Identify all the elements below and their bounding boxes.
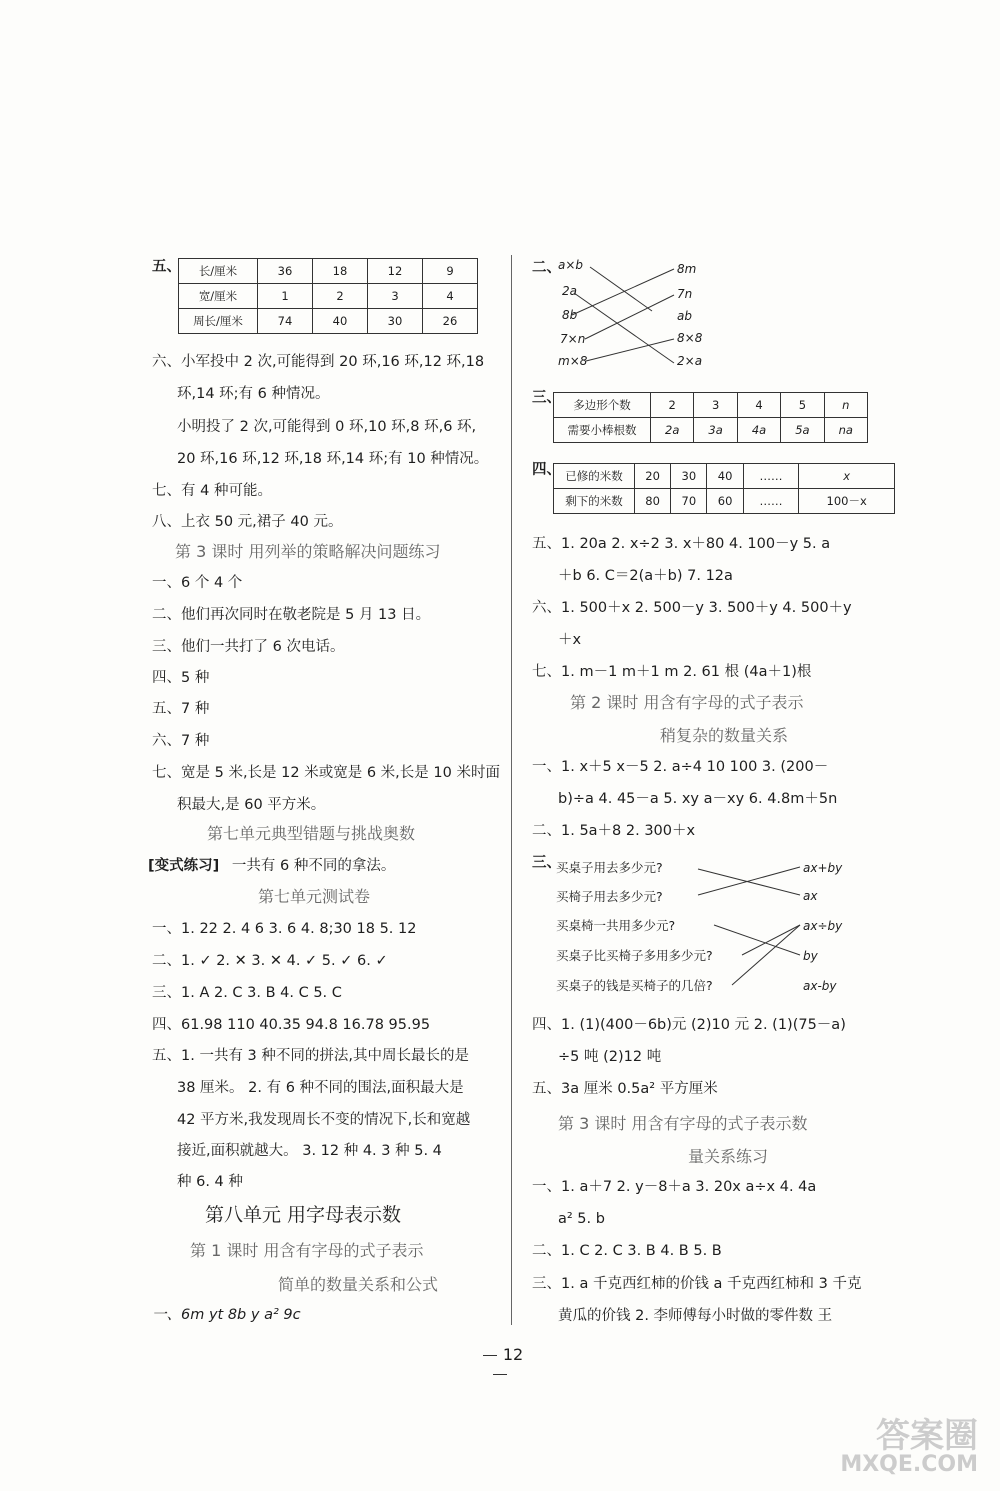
question-item: 买桌子的钱是买椅子的几倍? bbox=[556, 978, 713, 993]
answer-line: 二、他们再次同时在敬老院是 5 月 13 日。 bbox=[152, 607, 431, 623]
expression-item: ax bbox=[803, 889, 818, 903]
answer-line: 一、6m yt 8b y a² 9c bbox=[152, 1307, 301, 1323]
table-cell: …… bbox=[743, 464, 799, 489]
answer-line: 六、7 种 bbox=[152, 733, 210, 749]
table-cell: 3 bbox=[694, 393, 737, 418]
match-left-item: 2a bbox=[562, 284, 577, 298]
table-cell: 4 bbox=[737, 393, 780, 418]
table-cell: 3 bbox=[368, 284, 423, 309]
expression-item: ax-by bbox=[803, 979, 837, 993]
match-right-item: 7n bbox=[677, 287, 693, 301]
answer-line: 一、1. 22 2. 4 6 3. 6 4. 8;30 18 5. 12 bbox=[152, 921, 417, 937]
answer-line: 五、7 种 bbox=[152, 701, 210, 717]
table-cell: 60 bbox=[707, 489, 743, 514]
table-cell: 70 bbox=[671, 489, 707, 514]
answer-line: 六、1. 500＋x 2. 500－y 3. 500＋y 4. 500＋y bbox=[532, 600, 852, 616]
table-cell: 需要小棒根数 bbox=[554, 418, 651, 443]
answer-line: 八、上衣 50 元,裙子 40 元。 bbox=[152, 514, 343, 530]
table-cell: 100－x bbox=[799, 489, 895, 514]
answer-line: 七、1. m－1 m＋1 m 2. 61 根 (4a＋1)根 bbox=[532, 664, 812, 680]
table-cell: 周长/厘米 bbox=[179, 309, 258, 334]
section-heading: 第 2 课时 用含有字母的式子表示 bbox=[570, 693, 804, 712]
answer-line: 四、61.98 110 40.35 94.8 16.78 95.95 bbox=[152, 1017, 431, 1033]
answer-line: 一、6 个 4 个 bbox=[152, 575, 243, 591]
question-label-two: 二、 bbox=[532, 260, 561, 276]
table-cell: 2a bbox=[651, 418, 694, 443]
match-left-item: 8b bbox=[562, 308, 578, 322]
section-heading: 第 1 课时 用含有字母的式子表示 bbox=[190, 1241, 424, 1260]
answer-line: b)÷a 4. 45－a 5. xy a－xy 6. 4.8m＋5n bbox=[558, 791, 838, 807]
table-cell: 3a bbox=[694, 418, 737, 443]
table-cell: 5 bbox=[781, 393, 824, 418]
answer-line: 20 环,16 环,12 环,18 环,14 环;有 10 种情况。 bbox=[177, 451, 489, 467]
page-number-text: 12 bbox=[502, 1345, 524, 1364]
match-line bbox=[574, 293, 674, 363]
answer-line: 七、有 4 种可能。 bbox=[152, 483, 272, 499]
table-cell: 80 bbox=[635, 489, 671, 514]
question-label-three: 三、 bbox=[532, 390, 561, 406]
table-cell: 18 bbox=[313, 259, 368, 284]
table-cell: 长/厘米 bbox=[179, 259, 258, 284]
table-row bbox=[179, 259, 478, 284]
table-cell: 4 bbox=[423, 284, 478, 309]
answer-line: 一、1. a＋7 2. y－8＋a 3. 20x a÷x 4. 4a bbox=[532, 1179, 817, 1195]
answer-line: 38 厘米。 2. 有 6 种不同的围法,面积最大是 bbox=[177, 1080, 464, 1096]
question-item: 买桌椅一共用多少元? bbox=[556, 918, 676, 933]
question-label-three: 三、 bbox=[532, 855, 561, 871]
table-cell: 40 bbox=[707, 464, 743, 489]
expression-item: ax+by bbox=[803, 861, 843, 875]
table-cell: …… bbox=[743, 489, 799, 514]
match-right-item: 8m bbox=[677, 262, 697, 276]
matching-lines-1 bbox=[550, 255, 693, 375]
watermark-logo bbox=[840, 1416, 978, 1477]
table-cell: 36 bbox=[258, 259, 313, 284]
match-left-item: a×b bbox=[558, 258, 584, 272]
table-cell: n bbox=[824, 393, 867, 418]
match-right-item: 2×a bbox=[677, 354, 703, 368]
section-heading: 第 3 课时 用列举的策略解决问题练习 bbox=[175, 542, 441, 561]
section-heading: 第 3 课时 用含有字母的式子表示数 bbox=[558, 1114, 808, 1133]
match-line bbox=[590, 267, 652, 311]
question-label-four: 四、 bbox=[532, 462, 561, 478]
answer-line: 三、1. A 2. C 3. B 4. C 5. C bbox=[152, 985, 342, 1001]
expression-item: ax÷by bbox=[803, 919, 843, 933]
table-cell: 1 bbox=[258, 284, 313, 309]
question-label-five: 五、 bbox=[152, 259, 181, 275]
question-item: 买桌子用去多少元? bbox=[556, 860, 663, 875]
watermark-title: 答案圈 bbox=[876, 1416, 978, 1456]
table-cell: 40 bbox=[313, 309, 368, 334]
table-row bbox=[554, 393, 868, 418]
section-heading: 量关系练习 bbox=[688, 1147, 769, 1166]
table-cell: 2 bbox=[313, 284, 368, 309]
section-heading: 第七单元测试卷 bbox=[258, 887, 371, 906]
answer-line: 黄瓜的价钱 2. 李师傅每小时做的零件数 王 bbox=[558, 1308, 833, 1324]
table-cell: 30 bbox=[368, 309, 423, 334]
dash-decoration bbox=[483, 1355, 497, 1356]
polygon-sticks-table bbox=[553, 392, 868, 443]
match-line bbox=[572, 269, 674, 315]
answer-line: 五、1. 20a 2. x÷2 3. x＋80 4. 100－y 5. a bbox=[532, 536, 831, 552]
section-heading: 第七单元典型错题与挑战奥数 bbox=[207, 824, 416, 843]
answer-line: 五、1. 一共有 3 种不同的拼法,其中周长最长的是 bbox=[152, 1048, 469, 1064]
answer-line: 二、1. C 2. C 3. B 4. B 5. B bbox=[532, 1243, 722, 1259]
table-cell: 26 bbox=[423, 309, 478, 334]
answer-line: 三、1. a 千克西红柿的价钱 a 千克西红柿和 3 千克 bbox=[532, 1276, 862, 1292]
answer-line: 三、他们一共打了 6 次电话。 bbox=[152, 639, 345, 655]
answer-line: 五、3a 厘米 0.5a² 平方厘米 bbox=[532, 1081, 718, 1097]
match-line bbox=[586, 339, 674, 361]
match-left-item: m×8 bbox=[558, 354, 588, 368]
answer-line: ÷5 吨 (2)12 吨 bbox=[558, 1049, 662, 1065]
perimeter-table bbox=[178, 258, 478, 334]
table-cell: 多边形个数 bbox=[554, 393, 651, 418]
table-cell: 剩下的米数 bbox=[554, 489, 635, 514]
table-cell: 5a bbox=[781, 418, 824, 443]
match-right-item: ab bbox=[677, 309, 692, 323]
answer-line: 接近,面积就越大。 3. 12 种 4. 3 种 5. 4 bbox=[177, 1143, 442, 1159]
table-row bbox=[179, 284, 478, 309]
answer-line: 积最大,是 60 平方米。 bbox=[177, 797, 326, 813]
question-item: 买桌子比买椅子多用多少元? bbox=[556, 948, 713, 963]
page-number bbox=[470, 1345, 530, 1383]
table-cell: 已修的米数 bbox=[554, 464, 635, 489]
answer-line: 一、1. x＋5 x－5 2. a÷4 10 100 3. (200－ bbox=[532, 759, 829, 775]
table-cell: 宽/厘米 bbox=[179, 284, 258, 309]
answer-line: 种 6. 4 种 bbox=[177, 1174, 243, 1190]
variant-text: 一共有 6 种不同的拿法。 bbox=[231, 858, 396, 874]
road-length-table bbox=[553, 463, 895, 514]
answer-line bbox=[148, 856, 395, 876]
answer-line: 七、宽是 5 米,长是 12 米或宽是 6 米,长是 10 米时面 bbox=[152, 765, 500, 781]
match-left-item: 7×n bbox=[560, 332, 586, 346]
variant-label: [变式练习] bbox=[148, 858, 220, 874]
table-cell: 4a bbox=[737, 418, 780, 443]
table-cell: 9 bbox=[423, 259, 478, 284]
table-cell: 20 bbox=[635, 464, 671, 489]
unit-heading: 第八单元 用字母表示数 bbox=[205, 1204, 402, 1226]
answer-line: 四、1. (1)(400－6b)元 (2)10 元 2. (1)(75－a) bbox=[532, 1017, 846, 1033]
answer-line: 四、5 种 bbox=[152, 670, 210, 686]
watermark-url: MXQE.COM bbox=[840, 1452, 978, 1477]
table-cell: 30 bbox=[671, 464, 707, 489]
answer-line: 二、1. ✓ 2. ✕ 3. ✕ 4. ✓ 5. ✓ 6. ✓ bbox=[152, 953, 388, 969]
table-row bbox=[554, 464, 895, 489]
table-cell: x bbox=[799, 464, 895, 489]
table-cell: na bbox=[824, 418, 867, 443]
answer-line: ＋x bbox=[558, 632, 582, 648]
question-item: 买椅子用去多少元? bbox=[556, 889, 663, 904]
expression-item: by bbox=[803, 949, 818, 963]
table-row bbox=[554, 489, 895, 514]
answer-line: 二、1. 5a＋8 2. 300＋x bbox=[532, 823, 696, 839]
table-cell: 74 bbox=[258, 309, 313, 334]
matching-lines-2 bbox=[650, 855, 810, 995]
answer-line: 六、小军投中 2 次,可能得到 20 环,16 环,12 环,18 bbox=[152, 354, 485, 370]
column-divider bbox=[511, 255, 512, 1325]
answer-line: a² 5. b bbox=[558, 1211, 605, 1227]
section-heading: 稍复杂的数量关系 bbox=[660, 726, 789, 745]
table-cell: 2 bbox=[651, 393, 694, 418]
table-row bbox=[554, 418, 868, 443]
dash-decoration bbox=[493, 1374, 507, 1375]
answer-line: ＋b 6. C＝2(a＋b) 7. 12a bbox=[558, 568, 733, 584]
answer-line: 42 平方米,我发现周长不变的情况下,长和宽越 bbox=[177, 1112, 471, 1128]
match-line bbox=[714, 925, 800, 955]
answer-line: 小明投了 2 次,可能得到 0 环,10 环,8 环,6 环, bbox=[177, 419, 477, 435]
answer-line: 环,14 环;有 6 种情况。 bbox=[177, 386, 330, 402]
table-cell: 12 bbox=[368, 259, 423, 284]
match-right-item: 8×8 bbox=[677, 331, 703, 345]
table-row bbox=[179, 309, 478, 334]
section-heading: 简单的数量关系和公式 bbox=[278, 1275, 439, 1294]
